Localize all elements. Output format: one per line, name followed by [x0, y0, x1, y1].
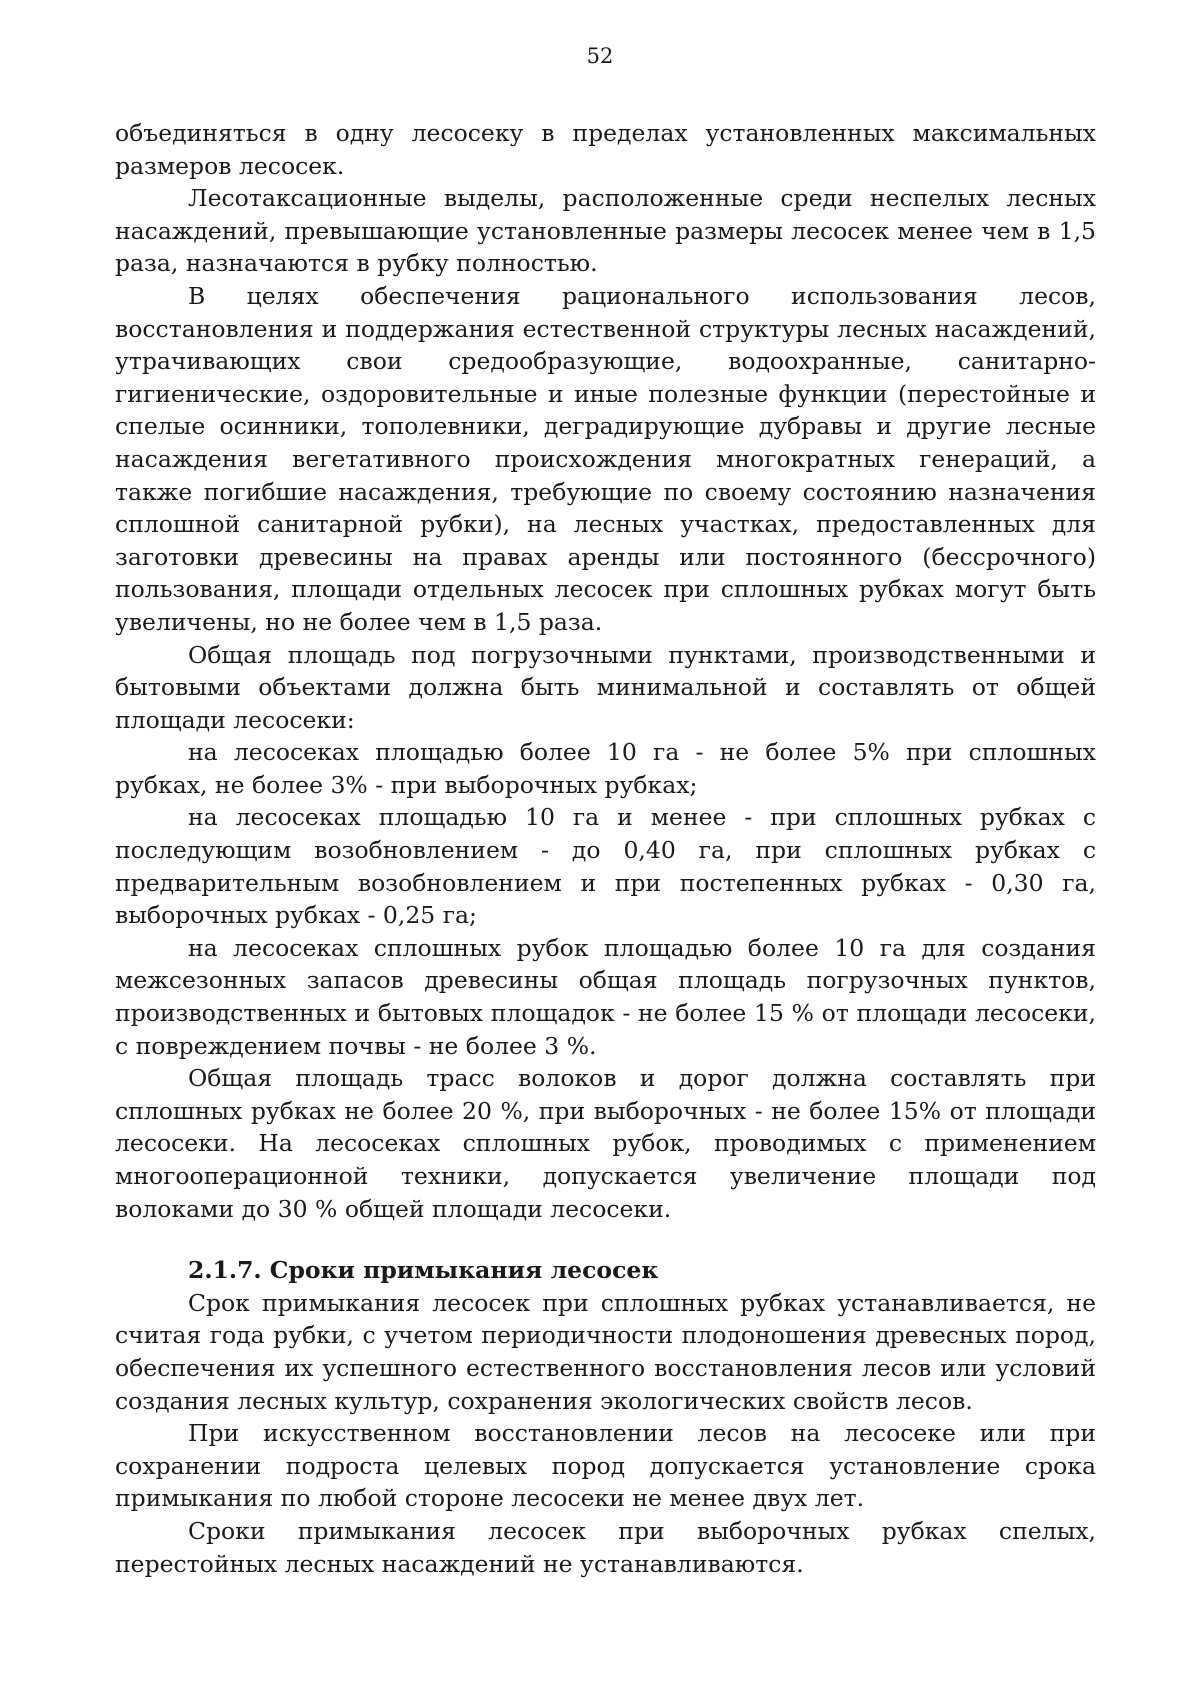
paragraph: При искусственном восстановлении лесов на лесосеке или при сохранении подроста целевых пород допускается установление срока примыкания по любой стороне лесосеки не менее двух лет. [115, 1419, 1096, 1513]
paragraph: Лесотаксационные выделы, расположенные среди неспелых лесных насаждений, превышающие установленные размеры лесосек менее чем в 1,5 раза, назначаются в рубку полностью. [115, 184, 1096, 278]
paragraph: Общая площадь трасс волоков и дорог должна составлять при сплошных рубках не более 20 %, при выборочных - не более 15% от площади лесосеки. На лесосеках сплошных рубок, проводимых с применением многооперационной техники, допускается увеличение площади под волоками до 30 % общей площади лесосеки. [115, 1064, 1096, 1223]
list-paragraph: на лесосеках сплошных рубок площадью более 10 га для создания межсезонных запасов древесины общая площадь погрузочных пунктов, производственных и бытовых площадок - не более 15 % от площади лесосеки, с повреждением почвы - не более 3 %. [115, 933, 1096, 1060]
document-body [115, 117, 1096, 1580]
paragraph: В целях обеспечения рационального использования лесов, восстановления и поддержания естественной структуры лесных насаждений, утрачивающих свои средообразующие, водоохранные, санитарно-гигиенические, оздоровительные и иные полезные функции (перестойные и спелые осинники, тополевники, деградирующие дубравы и другие лесные насаждения вегетативного происхождения многократных генераций, а также погибшие насаждения, требующие по своему состоянию назначения сплошной санитарной рубки), на лесных участках, предоставленных для заготовки древесины на правах аренды или постоянного (бессрочного) пользования, площади отдельных лесосек при сплошных рубках могут быть увеличены, но не более чем в 1,5 раза. [115, 281, 1096, 636]
paragraph-continuation: объединяться в одну лесосеку в пределах установленных максимальных размеров лесосек. [115, 119, 1096, 180]
page-number: 52 [586, 44, 614, 68]
paragraph: Сроки примыкания лесосек при выборочных рубках спелых, перестойных лесных насаждений не устанавливаются. [115, 1516, 1096, 1578]
section-heading: 2.1.7. Сроки примыкания лесосек [188, 1256, 659, 1285]
paragraph: Срок примыкания лесосек при сплошных рубках устанавливается, не считая года рубки, с учетом периодичности плодоношения древесных пород, обеспечения их успешного естественного восстановления лесов или условий создания лесных культур, сохранения экологических свойств лесов. [115, 1288, 1096, 1415]
list-paragraph: на лесосеках площадью 10 га и менее - при сплошных рубках с последующим возобновлением - до 0,40 га, при сплошных рубках с предварительным возобновлением и при постепенных рубках - 0,30 га, выборочных рубках - 0,25 га; [115, 803, 1096, 930]
paragraph: Общая площадь под погрузочными пунктами, производственными и бытовыми объектами должна быть минимальной и составлять от общей площади лесосеки: [115, 640, 1096, 734]
list-paragraph: на лесосеках площадью более 10 га - не более 5% при сплошных рубках, не более 3% - при выборочных рубках; [115, 738, 1096, 799]
